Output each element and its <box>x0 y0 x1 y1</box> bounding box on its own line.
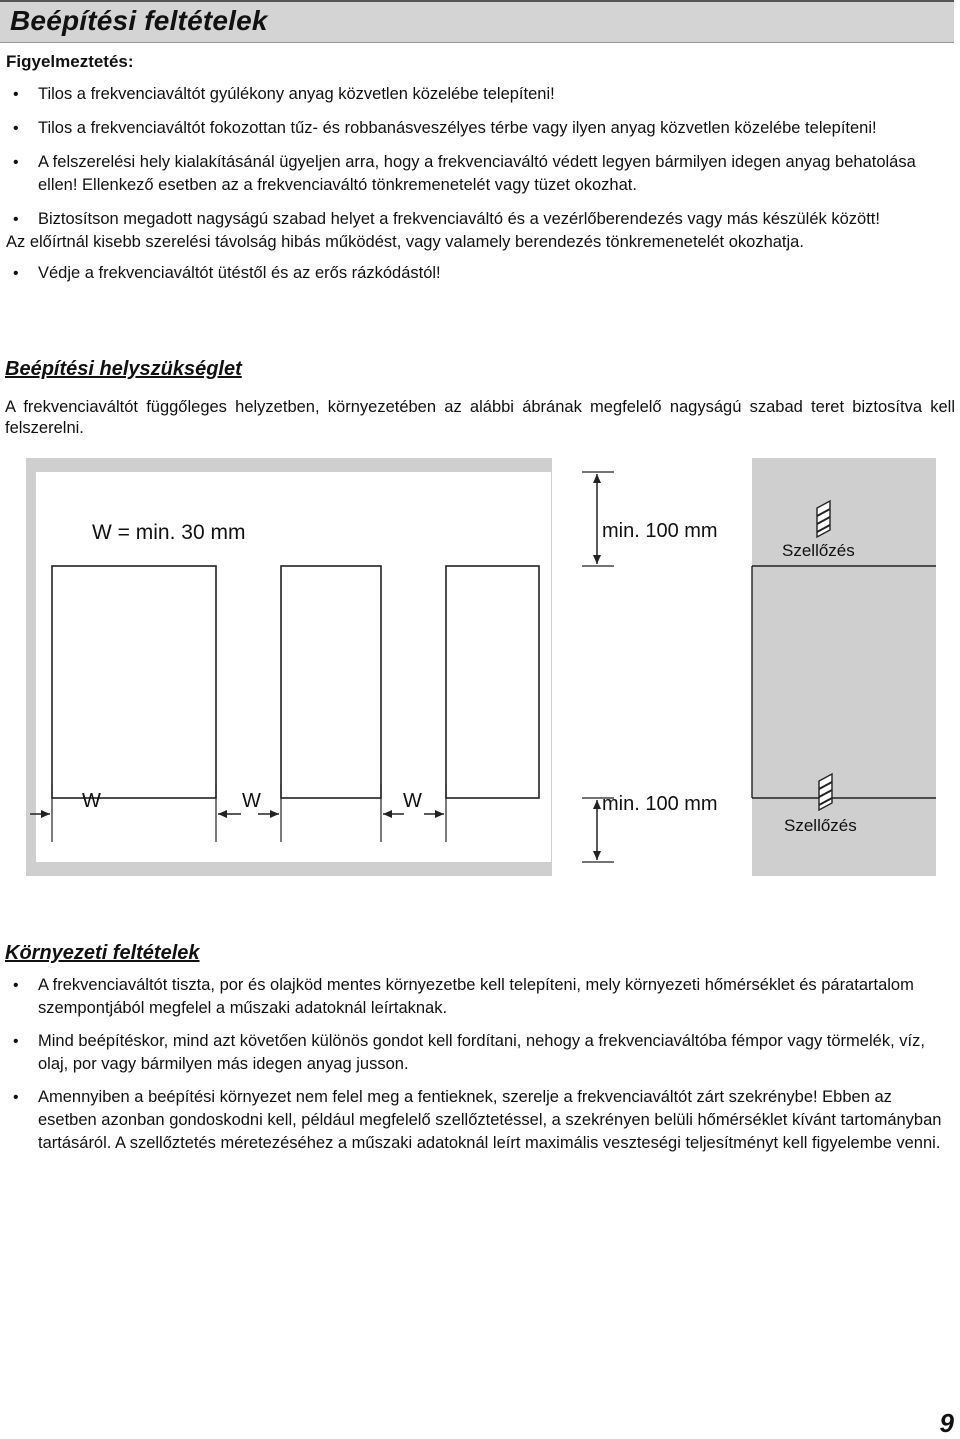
w-mark: W <box>242 790 261 812</box>
side-wall <box>752 566 936 798</box>
vent-label: Szellőzés <box>784 816 857 835</box>
w-mark: W <box>403 790 422 812</box>
vent-label: Szellőzés <box>782 541 855 560</box>
warning-item-note: Az előírtnál kisebb szerelési távolság hibás működést, vagy valamely berendezés tönkremenetelét okozhatja. <box>6 233 804 251</box>
warning-list <box>0 83 948 285</box>
warning-item <box>0 208 948 254</box>
page-number: 9 <box>939 1408 954 1438</box>
space-heading: Beépítési helyszükséglet <box>5 358 242 380</box>
warning-item-text: Biztosítson megadott nagyságú szabad helyet a frekvenciaváltó és a vezérlőberendezés vagy más készülék között! <box>38 210 880 228</box>
warning-item: • Tilos a frekvenciaváltót fokozottan tűz- és robbanásveszélyes térbe vagy ilyen anyag közvetlen közelébe telepíteni! <box>0 117 948 140</box>
environment-list <box>0 974 948 1155</box>
inverter-unit <box>52 566 216 798</box>
page-title: Beépítési feltételek <box>10 5 268 36</box>
vent-icon <box>817 501 830 537</box>
warning-item: • Védje a frekvenciaváltót ütéstől és az erős rázkódástól! <box>0 262 948 285</box>
warning-item: • Tilos a frekvenciaváltót gyúlékony anyag közvetlen közelébe telepíteni! <box>0 83 948 106</box>
top-dim-label: min. 100 mm <box>602 520 718 542</box>
vent-icon <box>819 774 832 810</box>
w-label: W = min. 30 mm <box>92 521 246 544</box>
title-banner <box>0 0 954 43</box>
environment-item: • Amennyiben a beépítési környezet nem felel meg a fentieknek, szerelje a frekvenciaváltót zárt szekrénybe! Ebben az esetben azonban gondoskodni kell, például megfelelő szellőztetéssel, a szekrényen belüli hőmérséklet kívánt tartományban tartásáról. A szellőztetés méretezéséhez a műszaki adatoknál leírt maximális veszteségi teljesítményt kell figyelembe venni. <box>0 1086 948 1155</box>
warning-item: • A felszerelési hely kialakításánál ügyeljen arra, hogy a frekvenciaváltó védett legyen bármilyen idegen anyag behatolása ellen! Ellenkező esetben az a frekvenciaváltó tönkremenetelét vagy tüzet okozhat. <box>0 151 948 197</box>
clearance-diagram <box>26 458 936 876</box>
inverter-unit <box>281 566 381 798</box>
inverter-unit <box>446 566 539 798</box>
warning-heading: Figyelmeztetés: <box>6 52 134 71</box>
environment-heading: Környezeti feltételek <box>5 942 200 964</box>
space-text: A frekvenciaváltót függőleges helyzetben, környezetében az alábbi ábrának megfelelő nagyságú szabad teret biztosítva kell felszerelni. <box>5 398 955 437</box>
environment-item: • A frekvenciaváltót tiszta, por és olajköd mentes környezetbe kell telepíteni, mely környezeti hőmérséklet és páratartalom szempontjából megfelel a műszaki adatoknál leírtaknak. <box>0 974 948 1020</box>
w-mark: W <box>82 790 101 812</box>
environment-item: • Mind beépítéskor, mind azt követően különös gondot kell fordítani, nehogy a frekvenciaváltóba fémpor vagy törmelék, víz, olaj, por vagy bármilyen más idegen anyag jusson. <box>0 1030 948 1076</box>
bottom-dim-label: min. 100 mm <box>602 793 718 815</box>
